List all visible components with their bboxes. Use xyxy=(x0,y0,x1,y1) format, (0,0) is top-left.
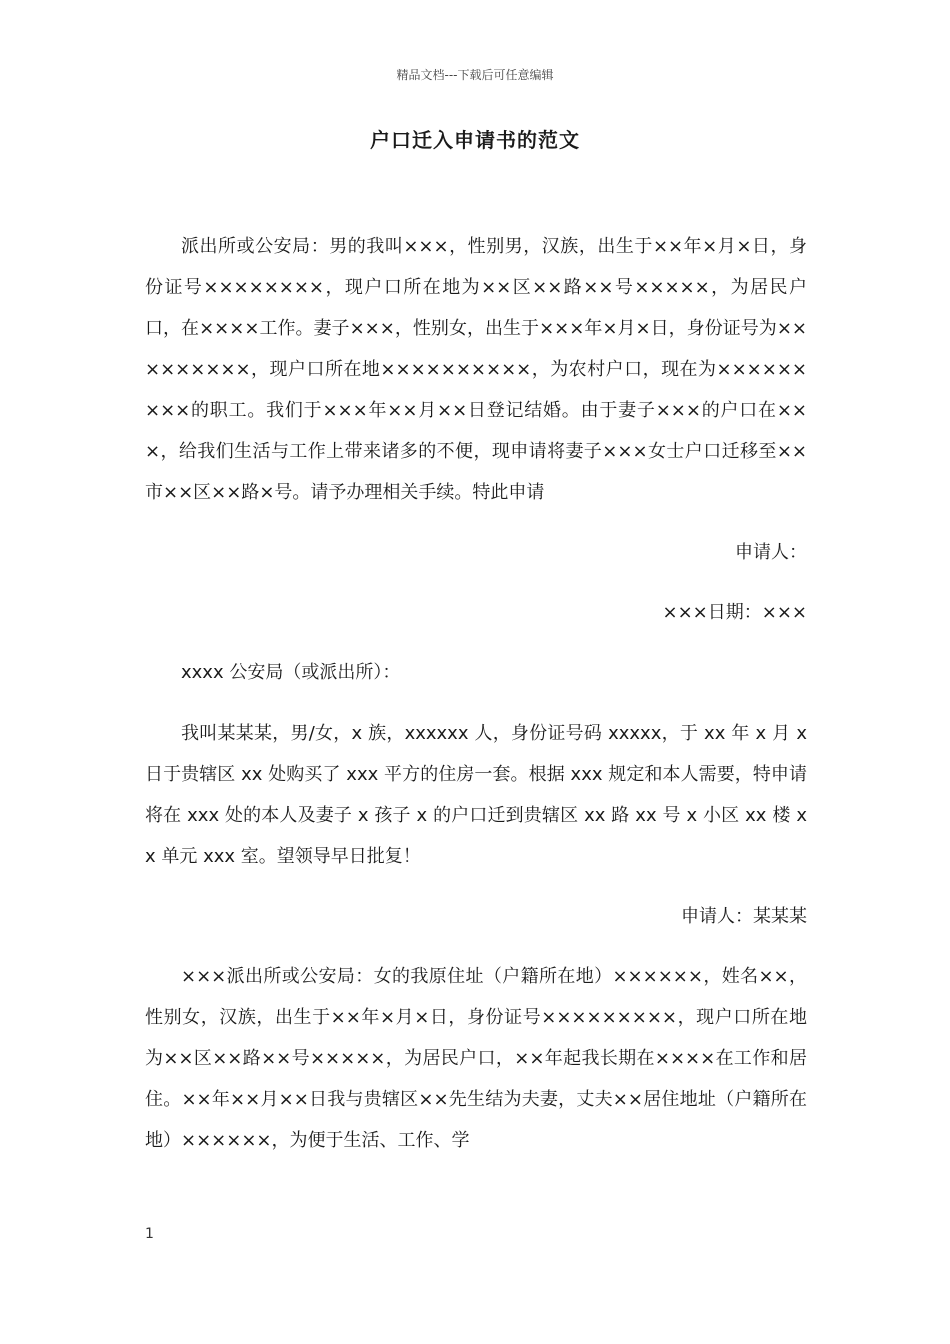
letter3-body: ×××派出所或公安局：女的我原住址（户籍所在地）××××××，姓名××，性别女，汉族，出生于××年×月×日，身份证号×××××××××，现户口所在地为××区××路××号×××××，为居民户口，××年起我长期在××××在工作和居住。××年××月××日我与贵辖区××先生结为夫妻，丈夫××居住地址（户籍所在地）××××××，为便于生活、工作、学 xyxy=(145,966,807,1151)
document-title: 户口迁入申请书的范文 xyxy=(370,128,580,152)
letter2-body: 我叫某某某，男/女，x 族，xxxxxx 人，身份证号码 xxxxx，于 xx 年 x 月 x 日于贵辖区 xx 处购买了 xxx 平方的住房一套。根据 xxx 规定和本人需要，特申请将在 xxx 处的本人及妻子 x 孩子 x 的户口迁到贵辖区 xx 路 xx 号 x 小区 xx 楼 xx 单元 xxx 室。望领导早日批复！ xyxy=(145,723,807,867)
letter2-applicant: 申请人：某某某 xyxy=(681,906,807,927)
letter2-salutation: xxxx 公安局（或派出所）： xyxy=(181,662,401,683)
letter1-body: 派出所或公安局：男的我叫×××，性别男，汉族，出生于××年×月×日，身份证号××××××××，现户口所在地为××区××路××号×××××，为居民户口，在××××工作。妻子×××，性别女，出生于×××年×月×日，身份证号为×××××××××，现户口所在地××××××××××，为农村户口，现在为×××××××××的职工。我们于×××年××月××日登记结婚。由于妻子×××的户口在×××，给我们生活与工作上带来诸多的不便，现申请将妻子×××女士户口迁移至××市××区××路×号。请予办理相关手续。特此申请 xyxy=(145,236,807,503)
letter1-date-line: ×××日期：××× xyxy=(662,602,807,623)
letter1-applicant: 申请人： xyxy=(735,542,807,563)
header-note: 精品文档---下载后可任意编辑 xyxy=(396,68,554,82)
page-number: 1 xyxy=(145,1226,154,1242)
document-body xyxy=(145,226,807,1161)
